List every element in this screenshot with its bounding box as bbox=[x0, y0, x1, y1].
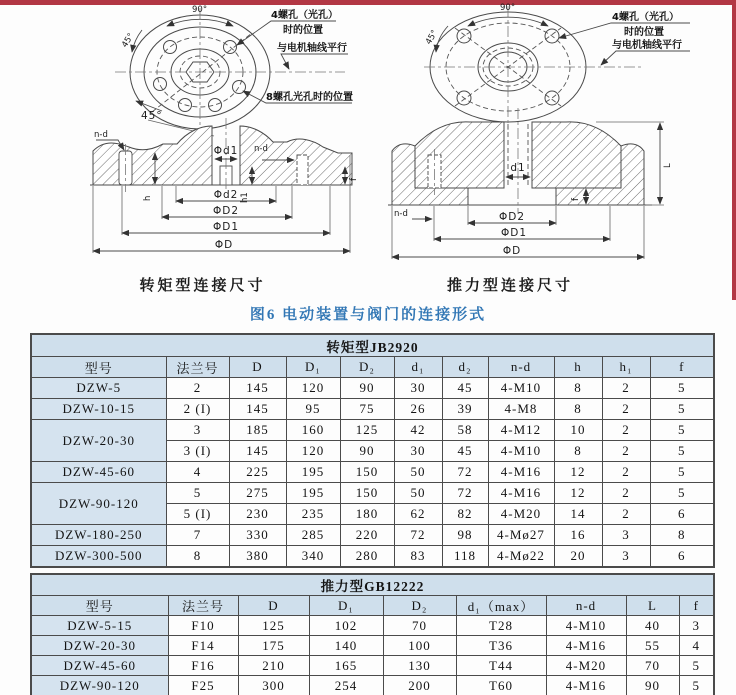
table-row bbox=[31, 636, 714, 656]
table-cell: 3 bbox=[602, 546, 650, 568]
annotation-4holes-line2: 时的位置 bbox=[283, 25, 323, 36]
table-cell: 98 bbox=[442, 525, 488, 546]
dim-h-label: h bbox=[143, 195, 153, 201]
model-cell: DZW-10-15 bbox=[31, 399, 166, 420]
column-header: D₁ bbox=[286, 357, 340, 378]
column-header: d₁（max） bbox=[456, 596, 546, 616]
table-cell: 230 bbox=[229, 504, 286, 525]
annotation-8holes: 8螺孔光孔时的位置 bbox=[266, 92, 353, 103]
annotation-parallel-axis: 与电机轴线平行 bbox=[277, 43, 347, 54]
table-cell: 120 bbox=[286, 441, 340, 462]
table-cell: 2 bbox=[602, 462, 650, 483]
table-cell: 12 bbox=[554, 483, 602, 504]
table-cell: 280 bbox=[340, 546, 394, 568]
table-row bbox=[31, 525, 714, 546]
table-cell: 8 bbox=[554, 441, 602, 462]
table-cell: 39 bbox=[442, 399, 488, 420]
table-cell: 4-M12 bbox=[488, 420, 554, 441]
table-cell: 4-Mø27 bbox=[488, 525, 554, 546]
table-cell: 5 bbox=[650, 483, 714, 504]
table-cell: 3 (I) bbox=[166, 441, 229, 462]
table-cell: T44 bbox=[456, 656, 546, 676]
table-cell: 45 bbox=[442, 441, 488, 462]
table-cell: 2 bbox=[602, 441, 650, 462]
caption-torque-type: 转矩型连接尺寸 bbox=[139, 278, 266, 294]
table-cell: 26 bbox=[394, 399, 442, 420]
column-header: D₂ bbox=[340, 357, 394, 378]
table-cell: 8 bbox=[554, 378, 602, 399]
table-header-row bbox=[31, 596, 714, 616]
table-title: 推力型GB12222 bbox=[31, 574, 714, 596]
table-cell: 330 bbox=[229, 525, 286, 546]
table-cell: F16 bbox=[168, 656, 238, 676]
model-cell: DZW-5-15 bbox=[31, 616, 168, 636]
table-cell: 70 bbox=[383, 616, 456, 636]
table-row bbox=[31, 483, 714, 504]
dim-nd-label: n-d bbox=[394, 209, 408, 219]
angle-90-label: 90° bbox=[500, 3, 516, 13]
table-cell: 275 bbox=[229, 483, 286, 504]
thrust-flange-top-view bbox=[424, 3, 690, 130]
column-header: D bbox=[238, 596, 309, 616]
column-header: h₁ bbox=[602, 357, 650, 378]
table-cell: 70 bbox=[626, 656, 679, 676]
table-cell: 210 bbox=[238, 656, 309, 676]
dim-f-label: f bbox=[571, 198, 581, 201]
table-row bbox=[31, 616, 714, 636]
table-header-row bbox=[31, 357, 714, 378]
table-cell: 4-M8 bbox=[488, 399, 554, 420]
table-cell: T60 bbox=[456, 676, 546, 695]
table-cell: 50 bbox=[394, 483, 442, 504]
dim-nd-left-label: n-d bbox=[94, 130, 108, 140]
table-cell: 5 (I) bbox=[166, 504, 229, 525]
dim-D-label: ΦD bbox=[502, 245, 522, 257]
table-row bbox=[31, 399, 714, 420]
torque-table bbox=[30, 333, 715, 568]
table-title-row bbox=[31, 574, 714, 596]
annotation-4holes-line2: 时的位置 bbox=[624, 27, 664, 38]
table-cell: 8 bbox=[554, 399, 602, 420]
table-cell: 20 bbox=[554, 546, 602, 568]
table-cell: 100 bbox=[383, 636, 456, 656]
table-cell: 72 bbox=[442, 483, 488, 504]
table-cell: 55 bbox=[626, 636, 679, 656]
model-cell: DZW-180-250 bbox=[31, 525, 166, 546]
table-cell: 6 bbox=[650, 546, 714, 568]
model-cell: DZW-20-30 bbox=[31, 420, 166, 462]
table-cell: 72 bbox=[442, 462, 488, 483]
thrust-cross-section bbox=[388, 108, 673, 259]
table-cell: 185 bbox=[229, 420, 286, 441]
dim-d1-label: Φd1 bbox=[213, 145, 239, 157]
table-cell: 10 bbox=[554, 420, 602, 441]
column-header: n-d bbox=[488, 357, 554, 378]
dim-D2-label: ΦD2 bbox=[212, 205, 240, 217]
table-row bbox=[31, 462, 714, 483]
column-header: h bbox=[554, 357, 602, 378]
table-cell: 160 bbox=[286, 420, 340, 441]
column-header: f bbox=[650, 357, 714, 378]
column-header: 法兰号 bbox=[166, 357, 229, 378]
annotation-parallel-axis: 与电机轴线平行 bbox=[612, 40, 682, 51]
table-cell: 175 bbox=[238, 636, 309, 656]
table-cell: 235 bbox=[286, 504, 340, 525]
table-row bbox=[31, 676, 714, 695]
table-cell: 40 bbox=[626, 616, 679, 636]
table-cell: 42 bbox=[394, 420, 442, 441]
table-cell: 102 bbox=[309, 616, 383, 636]
table-cell: 2 bbox=[602, 483, 650, 504]
table-cell: 165 bbox=[309, 656, 383, 676]
column-header: n-d bbox=[546, 596, 626, 616]
table-cell: 145 bbox=[229, 399, 286, 420]
figure-drawings bbox=[0, 0, 736, 300]
table-cell: 2 bbox=[166, 378, 229, 399]
table-title-row bbox=[31, 334, 714, 357]
table-cell: F25 bbox=[168, 676, 238, 695]
dim-nd-right-label: n-d bbox=[254, 144, 268, 154]
table-cell: 285 bbox=[286, 525, 340, 546]
table-cell: T28 bbox=[456, 616, 546, 636]
torque-cross-section bbox=[90, 118, 359, 253]
table-cell: 5 bbox=[166, 483, 229, 504]
column-header: D₁ bbox=[309, 596, 383, 616]
column-header: 法兰号 bbox=[168, 596, 238, 616]
table-cell: 4-M16 bbox=[488, 462, 554, 483]
table-cell: 45 bbox=[442, 378, 488, 399]
model-cell: DZW-90-120 bbox=[31, 676, 168, 695]
table-cell: 125 bbox=[340, 420, 394, 441]
table-cell: F14 bbox=[168, 636, 238, 656]
table-cell: 4-M16 bbox=[488, 483, 554, 504]
column-header: 型号 bbox=[31, 596, 168, 616]
table-title: 转矩型JB2920 bbox=[31, 334, 714, 357]
table-cell: 145 bbox=[229, 378, 286, 399]
table-cell: 12 bbox=[554, 462, 602, 483]
table-cell: 254 bbox=[309, 676, 383, 695]
table-cell: 5 bbox=[679, 676, 714, 695]
table-cell: 2 bbox=[602, 420, 650, 441]
column-header: 型号 bbox=[31, 357, 166, 378]
angle-90-label: 90° bbox=[192, 5, 208, 15]
table-cell: 2 (I) bbox=[166, 399, 229, 420]
column-header: d₁ bbox=[394, 357, 442, 378]
table-cell: 95 bbox=[286, 399, 340, 420]
table-cell: 130 bbox=[383, 656, 456, 676]
dim-L-label: L bbox=[663, 163, 673, 168]
table-cell: 340 bbox=[286, 546, 340, 568]
figure-caption: 图6 电动装置与阀门的连接形式 bbox=[249, 307, 487, 323]
table-cell: 4-M16 bbox=[546, 636, 626, 656]
table-cell: 2 bbox=[602, 399, 650, 420]
dim-D2-label: ΦD2 bbox=[498, 211, 526, 223]
table-cell: 90 bbox=[340, 441, 394, 462]
table-cell: 30 bbox=[394, 441, 442, 462]
table-cell: 200 bbox=[383, 676, 456, 695]
model-cell: DZW-300-500 bbox=[31, 546, 166, 568]
table-cell: 72 bbox=[394, 525, 442, 546]
table-cell: 16 bbox=[554, 525, 602, 546]
dim-D1-label: ΦD1 bbox=[212, 221, 240, 233]
model-cell: DZW-5 bbox=[31, 378, 166, 399]
table-cell: 195 bbox=[286, 483, 340, 504]
table-cell: 7 bbox=[166, 525, 229, 546]
table-cell: 220 bbox=[340, 525, 394, 546]
table-cell: 118 bbox=[442, 546, 488, 568]
angle-45-arc-label: 45° bbox=[120, 31, 137, 50]
dim-f-label: f bbox=[349, 178, 359, 181]
model-cell: DZW-20-30 bbox=[31, 636, 168, 656]
table-cell: 3 bbox=[166, 420, 229, 441]
torque-flange-top-view bbox=[115, 5, 353, 136]
table-cell: 4-M10 bbox=[488, 378, 554, 399]
table-cell: 50 bbox=[394, 462, 442, 483]
table-row bbox=[31, 420, 714, 441]
angle-45-label: 45° bbox=[141, 110, 163, 122]
table-cell: 5 bbox=[650, 378, 714, 399]
table-cell: 4-M16 bbox=[546, 676, 626, 695]
table-cell: 8 bbox=[166, 546, 229, 568]
table-cell: 8 bbox=[650, 525, 714, 546]
table-cell: 62 bbox=[394, 504, 442, 525]
table-cell: F10 bbox=[168, 616, 238, 636]
model-cell: DZW-90-120 bbox=[31, 483, 166, 525]
table-cell: 140 bbox=[309, 636, 383, 656]
table-cell: 83 bbox=[394, 546, 442, 568]
table-cell: 4-M10 bbox=[546, 616, 626, 636]
table-cell: 145 bbox=[229, 441, 286, 462]
table-cell: 6 bbox=[650, 504, 714, 525]
annotation-4holes-line1: 4螺孔（光孔） bbox=[612, 12, 679, 23]
table-cell: 5 bbox=[650, 399, 714, 420]
table-cell: 5 bbox=[650, 462, 714, 483]
dim-h1-label: h1 bbox=[240, 192, 250, 203]
table-cell: T36 bbox=[456, 636, 546, 656]
table-cell: 225 bbox=[229, 462, 286, 483]
table-cell: 195 bbox=[286, 462, 340, 483]
angle-45-arc-label: 45° bbox=[423, 28, 441, 47]
table-cell: 380 bbox=[229, 546, 286, 568]
annotation-4holes-line1: 4螺孔（光孔） bbox=[271, 10, 338, 21]
table-cell: 14 bbox=[554, 504, 602, 525]
caption-thrust-type: 推力型连接尺寸 bbox=[446, 278, 573, 294]
table-cell: 5 bbox=[679, 656, 714, 676]
column-header: D₂ bbox=[383, 596, 456, 616]
table-cell: 4-M20 bbox=[488, 504, 554, 525]
dim-D1-label: ΦD1 bbox=[500, 227, 528, 239]
table-cell: 4 bbox=[166, 462, 229, 483]
table-cell: 4-Mø22 bbox=[488, 546, 554, 568]
table-cell: 4 bbox=[679, 636, 714, 656]
thrust-table bbox=[30, 573, 715, 695]
table-cell: 3 bbox=[602, 525, 650, 546]
table-cell: 3 bbox=[679, 616, 714, 636]
table-cell: 2 bbox=[602, 378, 650, 399]
table-cell: 90 bbox=[626, 676, 679, 695]
table-row bbox=[31, 378, 714, 399]
model-cell: DZW-45-60 bbox=[31, 656, 168, 676]
column-header: D bbox=[229, 357, 286, 378]
table-cell: 125 bbox=[238, 616, 309, 636]
table-cell: 180 bbox=[340, 504, 394, 525]
table-cell: 120 bbox=[286, 378, 340, 399]
dim-d2-label: Φd2 bbox=[213, 189, 239, 201]
model-cell: DZW-45-60 bbox=[31, 462, 166, 483]
table-cell: 4-M20 bbox=[546, 656, 626, 676]
table-cell: 5 bbox=[650, 441, 714, 462]
table-cell: 58 bbox=[442, 420, 488, 441]
table-cell: 75 bbox=[340, 399, 394, 420]
table-row bbox=[31, 656, 714, 676]
column-header: f bbox=[679, 596, 714, 616]
table-row bbox=[31, 546, 714, 568]
table-cell: 150 bbox=[340, 462, 394, 483]
column-header: d₂ bbox=[442, 357, 488, 378]
table-cell: 2 bbox=[602, 504, 650, 525]
table-cell: 150 bbox=[340, 483, 394, 504]
table-cell: 300 bbox=[238, 676, 309, 695]
table-cell: 5 bbox=[650, 420, 714, 441]
table-cell: 30 bbox=[394, 378, 442, 399]
dim-d1-label: d1 bbox=[510, 162, 526, 174]
table-cell: 4-M10 bbox=[488, 441, 554, 462]
column-header: L bbox=[626, 596, 679, 616]
dim-D-label: ΦD bbox=[214, 239, 234, 251]
table-cell: 90 bbox=[340, 378, 394, 399]
table-cell: 82 bbox=[442, 504, 488, 525]
